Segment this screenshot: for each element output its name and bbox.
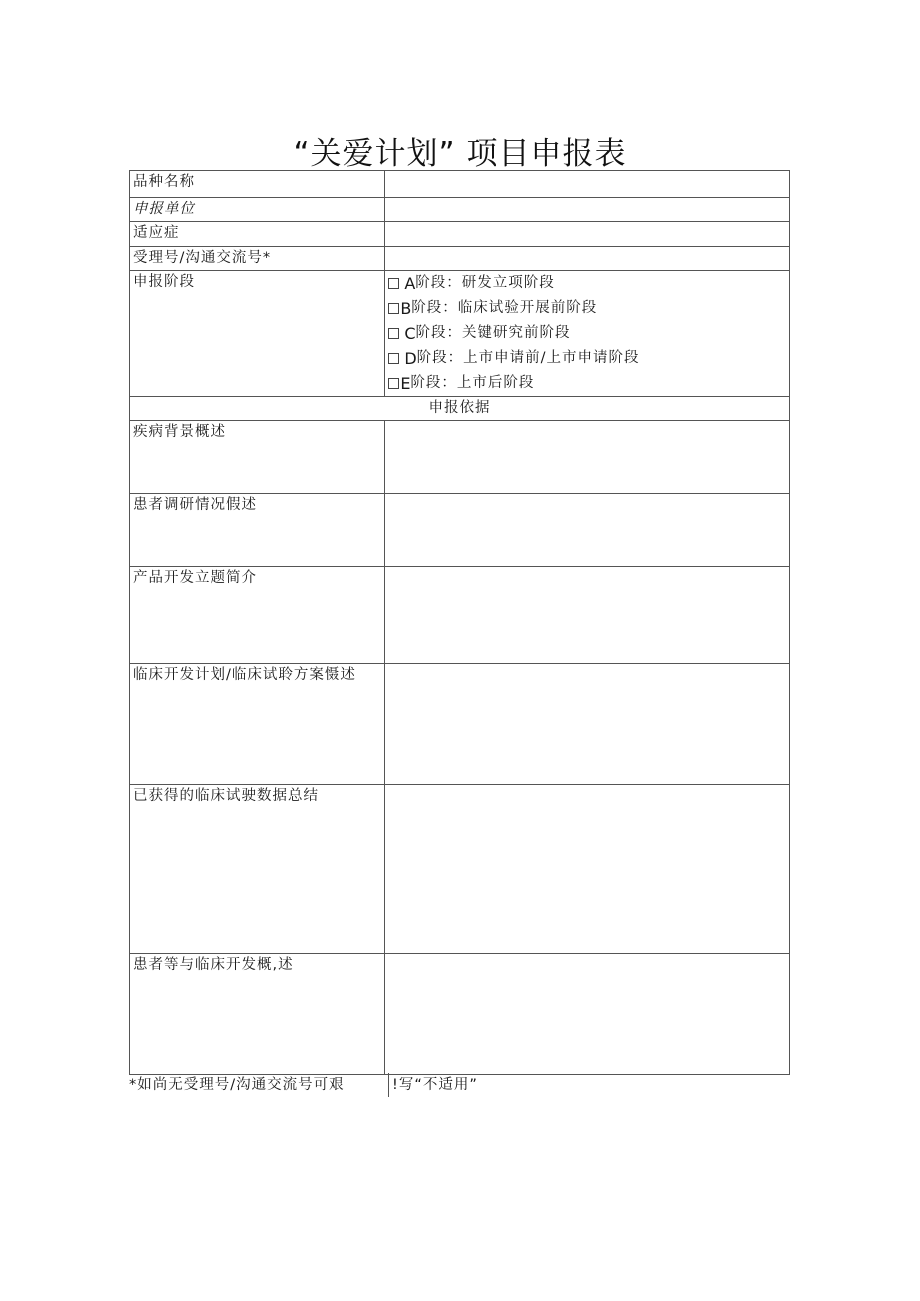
stage-options [385, 271, 790, 397]
form-row-patient-survey [130, 494, 790, 567]
form-row-indication [130, 222, 790, 247]
basis-section-header: 申报依据 [130, 397, 790, 421]
stage-letter: C [404, 324, 416, 343]
form-row-applicant-unit [130, 198, 790, 222]
clinical-plan-field[interactable] [385, 664, 790, 785]
variety-name-field[interactable] [385, 171, 790, 198]
stage-text: 阶段：上市后阶段 [410, 375, 535, 391]
disease-background-label: 疾病背景概述 [130, 421, 385, 494]
patient-survey-label: 患者调研情况假述 [130, 494, 385, 567]
checkbox-icon[interactable] [388, 303, 399, 314]
clinical-data-label: 已获得的临床试驶数据总结 [130, 785, 385, 954]
product-development-field[interactable] [385, 567, 790, 664]
footnote-left-text: *如尚无受理号/沟通交流号可艰 [129, 1073, 389, 1097]
form-row-variety-name [130, 171, 790, 198]
clinical-data-field[interactable] [385, 785, 790, 954]
stage-letter: A [404, 274, 416, 293]
page-title: “关爱计划” 项目申报表 [293, 136, 627, 172]
checkbox-icon[interactable] [388, 353, 399, 364]
applicant-unit-field[interactable] [385, 198, 790, 222]
checkbox-icon[interactable] [388, 328, 399, 339]
patient-survey-field[interactable] [385, 494, 790, 567]
form-row-product-development [130, 567, 790, 664]
stage-letter: B [400, 299, 412, 318]
stage-text: 阶段：关键研究前阶段 [415, 325, 571, 341]
indication-field[interactable] [385, 222, 790, 247]
footnote-right-text: !写“不适用” [392, 1077, 478, 1093]
form-row-clinical-plan [130, 664, 790, 785]
stage-option-e[interactable] [388, 371, 786, 396]
stage-label: 申报阶段 [130, 271, 385, 397]
form-row-clinical-data [130, 785, 790, 954]
form-row-disease-background [130, 421, 790, 494]
stage-letter: E [400, 374, 411, 393]
stage-option-a[interactable] [388, 271, 786, 296]
applicant-unit-label: 申报单位 [130, 198, 385, 222]
checkbox-icon[interactable] [388, 378, 399, 389]
stage-letter: D [404, 349, 417, 368]
checkbox-icon[interactable] [388, 278, 399, 289]
patient-participation-label: 患者等与临床开发概,述 [130, 954, 385, 1075]
patient-participation-field[interactable] [385, 954, 790, 1075]
disease-background-field[interactable] [385, 421, 790, 494]
form-row-acceptance-no [130, 247, 790, 271]
product-development-label: 产品开发立题简介 [130, 567, 385, 664]
acceptance-no-field[interactable] [385, 247, 790, 271]
variety-name-label: 品种名称 [130, 171, 385, 198]
stage-option-c[interactable] [388, 321, 786, 346]
stage-text: 阶段：上市申请前/上市申请阶段 [416, 350, 640, 366]
acceptance-no-label: 受理号/沟通交流号* [130, 247, 385, 271]
footnote [129, 1073, 790, 1097]
stage-text: 阶段：研发立项阶段 [415, 275, 555, 291]
stage-text: 阶段：临床试验开展前阶段 [411, 300, 598, 316]
application-form-table [129, 170, 790, 1075]
clinical-plan-label: 临床开发计划/临床试聆方案慑述 [130, 664, 385, 785]
indication-label: 适应症 [130, 222, 385, 247]
stage-option-b[interactable] [388, 296, 786, 321]
form-row-stage [130, 271, 790, 397]
form-row-basis-header [130, 397, 790, 421]
stage-option-d[interactable] [388, 346, 786, 371]
form-row-patient-participation [130, 954, 790, 1075]
